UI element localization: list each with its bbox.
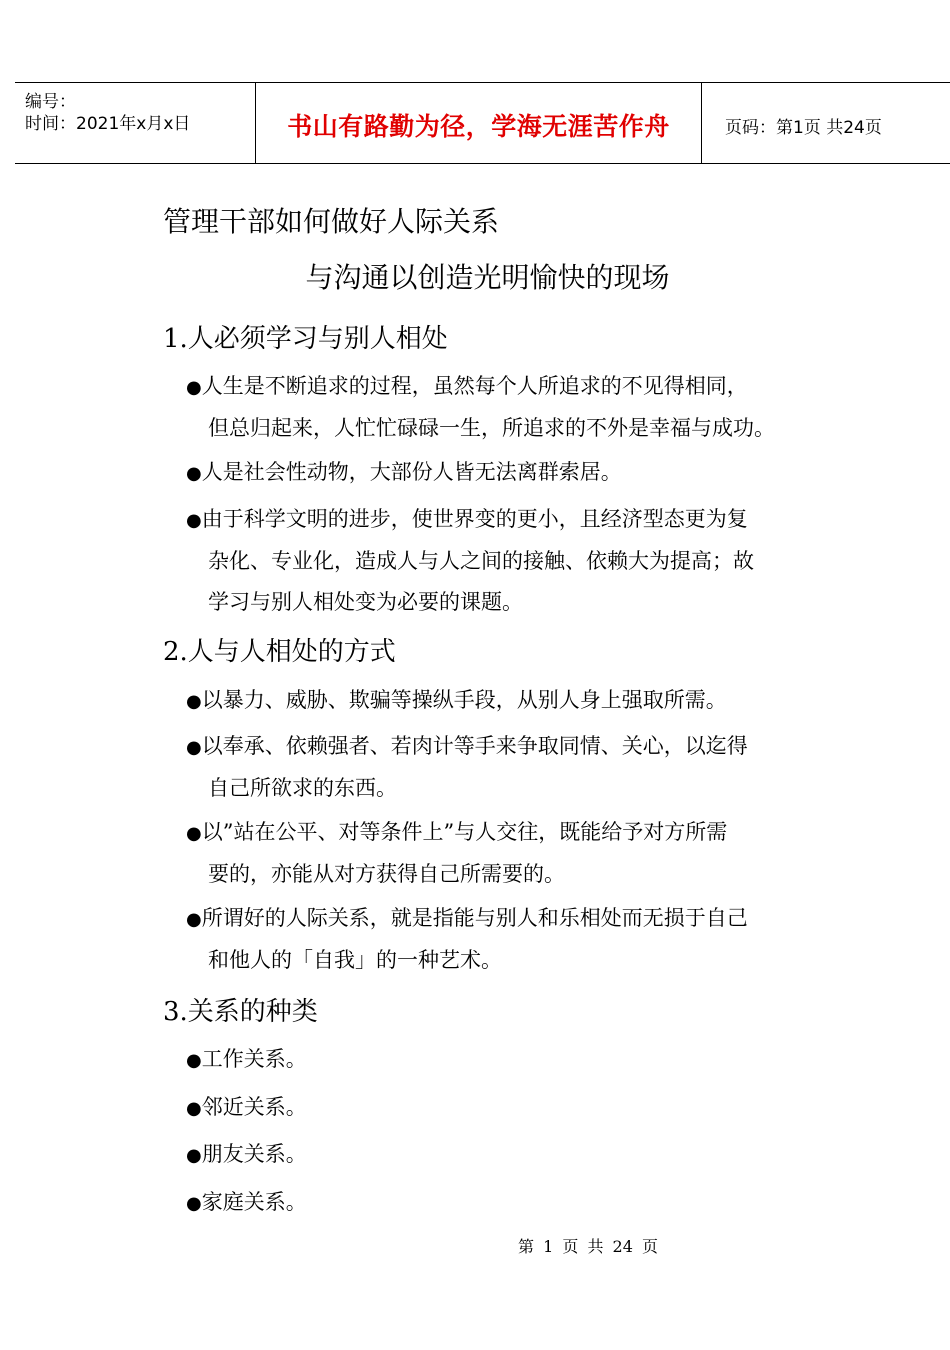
- list-item-continuation: 学习与别人相处变为必要的课题。: [208, 590, 523, 614]
- list-item: [186, 499, 826, 623]
- bullet-icon: ●: [186, 1050, 202, 1071]
- bullet-icon: ●: [186, 463, 202, 484]
- bullet-icon: ●: [186, 1145, 202, 1166]
- list-item-continuation: 要的，亦能从对方获得自己所需要的。: [208, 862, 565, 886]
- page-footer: 第 1 页 共 24 页: [518, 1237, 658, 1256]
- list-item-continuation: 但总归起来，人忙忙碌碌一生，所追求的不外是幸福与成功。: [208, 416, 775, 440]
- list-item-text: 以暴力、威胁、欺骗等操纵手段，从别人身上强取所需。: [201, 688, 727, 712]
- header-page-cell: [701, 83, 950, 163]
- list-item-text: 所谓好的人际关系，就是指能与别人和乐相处而无损于自己: [201, 906, 748, 930]
- list-item-text: 以奉承、依赖强者、若肉计等手来争取同情、关心，以迄得: [201, 734, 748, 758]
- list-item: [186, 812, 826, 895]
- bullet-icon: ●: [186, 377, 202, 398]
- header-motto-cell: [255, 83, 702, 163]
- list-item: [186, 1134, 826, 1176]
- bullet-icon: ●: [186, 909, 202, 930]
- page-header: [15, 82, 950, 164]
- document-title-line2: 与沟通以创造光明愉快的现场: [305, 261, 670, 294]
- bullet-icon: ●: [186, 737, 202, 758]
- list-item-text: 工作关系。: [201, 1047, 307, 1071]
- list-item-text: 人生是不断追求的过程，虽然每个人所追求的不见得相同，: [201, 374, 748, 398]
- list-item-text: 以”站在公平、对等条件上”与人交往，既能给予对方所需: [201, 820, 728, 844]
- list-item: [186, 726, 826, 809]
- document-number-label: 编号：: [25, 92, 76, 112]
- header-left-cell: [15, 83, 255, 163]
- document-title-line1: 管理干部如何做好人际关系: [163, 205, 500, 238]
- list-item-continuation: 杂化、专业化，造成人与人之间的接触、依赖大为提高；故: [208, 549, 754, 573]
- list-item: [186, 366, 826, 449]
- bullet-icon: ●: [186, 1098, 202, 1119]
- list-item: [186, 1039, 826, 1081]
- section-heading: 2.人与人相处的方式: [163, 637, 396, 667]
- bullet-icon: ●: [186, 823, 202, 844]
- list-item: [186, 680, 826, 722]
- list-item-continuation: 自己所欲求的东西。: [208, 776, 397, 800]
- header-motto: 书山有路勤为径，学海无涯苦作舟: [287, 112, 670, 141]
- list-item-continuation: 和他人的「自我」的一种艺术。: [208, 948, 502, 972]
- section-heading: 3.关系的种类: [163, 997, 318, 1027]
- section-heading: 1.人必须学习与别人相处: [163, 324, 448, 354]
- bullet-icon: ●: [186, 691, 202, 712]
- list-item-text: 人是社会性动物，大部份人皆无法离群索居。: [201, 460, 622, 484]
- bullet-icon: ●: [186, 1193, 202, 1214]
- list-item-text: 朋友关系。: [201, 1142, 307, 1166]
- list-item: [186, 898, 826, 981]
- list-item-text: 由于科学文明的进步，使世界变的更小，且经济型态更为复: [201, 507, 748, 531]
- list-item: [186, 1087, 826, 1129]
- list-item-text: 家庭关系。: [201, 1190, 307, 1214]
- list-item: [186, 1182, 826, 1224]
- bullet-icon: ●: [186, 510, 202, 531]
- list-item-text: 邻近关系。: [201, 1095, 307, 1119]
- header-page-info: 页码：第1页 共24页: [725, 118, 882, 138]
- list-item: [186, 452, 826, 494]
- document-date-label: 时间：2021年x月x日: [25, 114, 191, 134]
